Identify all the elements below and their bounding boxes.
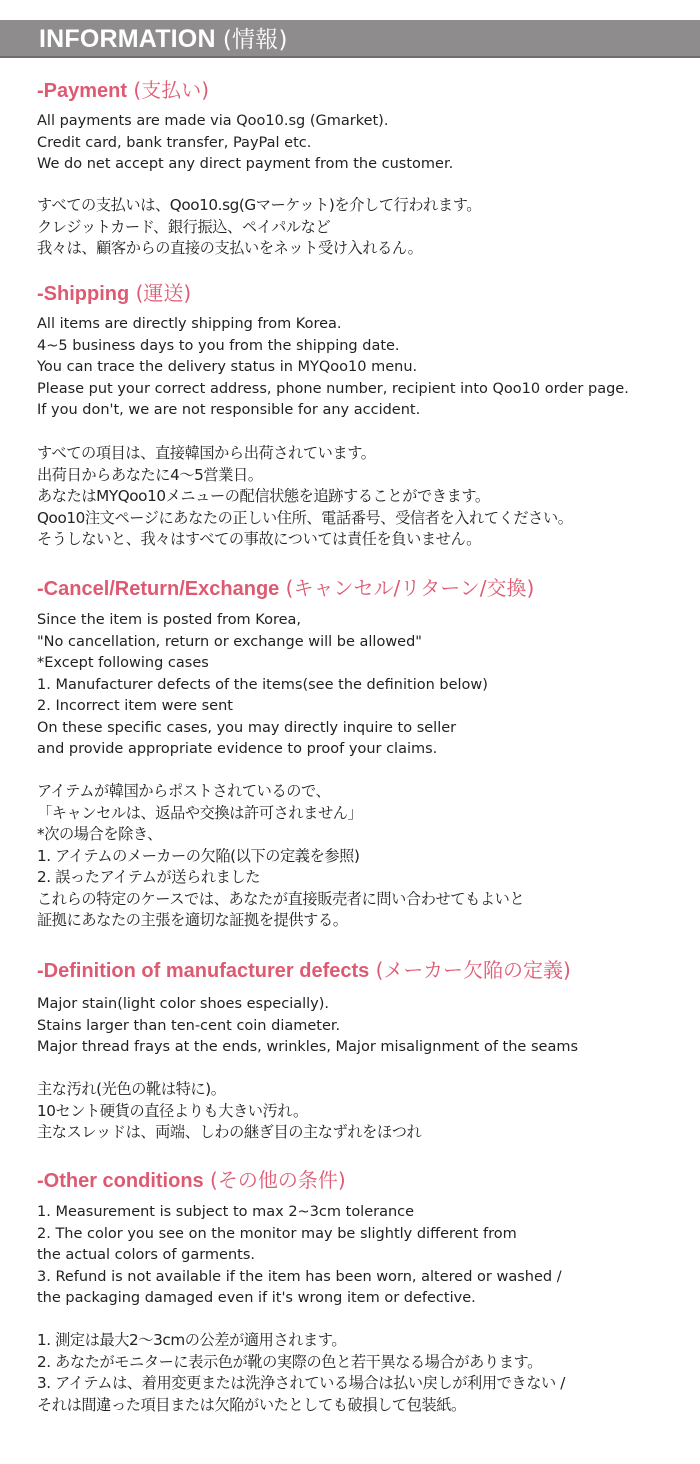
text-line: すべての項目は、直接韓国から出荷されています。	[37, 444, 376, 462]
shipping-title	[37, 280, 191, 307]
cancel-return-exchange-title	[37, 575, 534, 602]
text-line: Please put your correct address, phone number, recipient into Qoo10 order page.	[37, 380, 629, 397]
text-line: クレジットカード、銀行振込、ペイパルなど	[37, 217, 331, 236]
information-title	[39, 22, 288, 57]
text-line: Stains larger than ten-cent coin diameter.	[37, 1017, 341, 1034]
text-line: *Except following cases	[37, 655, 209, 671]
text-line: 3. Refund is not available if the item has been worn, altered or washed /	[37, 1268, 562, 1285]
text-line: Since the item is posted from Korea,	[37, 612, 302, 628]
defects-jp-text	[37, 1079, 421, 1144]
information-title-en: INFORMATION	[39, 25, 216, 53]
defects-en-text	[37, 994, 578, 1059]
cancel-title-jp: (キャンセル/リターン/交換)	[285, 576, 535, 600]
text-line: 2. あなたがモニターに表示色が靴の実際の色と若干異なる場合があります。	[37, 1352, 542, 1371]
text-line: "No cancellation, return or exchange will be allowed"	[37, 633, 422, 650]
text-line: You can trace the delivery status in MYQoo10 menu.	[37, 359, 418, 375]
text-line: All items are directly shipping from Korea.	[37, 316, 342, 332]
other-conditions-title	[37, 1167, 346, 1194]
text-line: あなたはMYQoo10メニューの配信状態を追跡することができます。	[37, 487, 490, 505]
text-line: これらの特定のケースでは、あなたが直接販売者に問い合わせてもよいと	[37, 889, 525, 908]
payment-title	[37, 77, 209, 104]
other-jp-text	[37, 1330, 565, 1416]
text-line: 主な汚れ(光色の靴は特に)。	[37, 1080, 226, 1098]
text-line: Major thread frays at the ends, wrinkles, Major misalignment of the seams	[37, 1039, 579, 1055]
text-line: 10セント硬貨の直径よりも大きい汚れ。	[37, 1101, 308, 1120]
text-line: *次の場合を除き、	[37, 825, 162, 843]
other-en-text	[37, 1202, 562, 1310]
text-line: Credit card, bank transfer, PayPal etc.	[37, 134, 312, 151]
text-line: Major stain(light color shoes especially).	[37, 996, 330, 1012]
text-line: On these specific cases, you may directly inquire to seller	[37, 719, 457, 736]
text-line: 2. The color you see on the monitor may be slightly different from	[37, 1225, 517, 1242]
text-line: 主なスレッドは、両端、しわの継ぎ目の主なずれをほつれ	[37, 1123, 422, 1141]
cancel-en-text	[37, 610, 488, 761]
text-line: 「キャンセルは、返品や交換は許可されません」	[37, 803, 363, 822]
shipping-jp-text	[37, 443, 573, 551]
information-header	[0, 20, 700, 58]
text-line: Qoo10注文ページにあなたの正しい住所、電話番号、受信者を入れてください。	[37, 508, 573, 527]
payment-en-text	[37, 111, 453, 176]
defects-title-en: -Definition of manufacturer defects	[37, 960, 370, 982]
text-line: 出荷日からあなたに4〜5営業日。	[37, 465, 263, 484]
shipping-title-jp: (運送)	[135, 281, 192, 305]
payment-title-jp: (支払い)	[133, 78, 209, 102]
information-title-jp: (情報)	[222, 27, 288, 53]
defects-definition-title	[37, 957, 571, 984]
text-line: the packaging damaged even if it's wrong item or defective.	[37, 1290, 476, 1306]
cancel-jp-text	[37, 781, 524, 932]
text-line: 2. 誤ったアイテムが送られました	[37, 868, 261, 886]
shipping-title-en: -Shipping	[37, 283, 130, 305]
text-line: 3. アイテムは、着用変更または洗浄されている場合は払い戻しが利用できない /	[37, 1374, 565, 1392]
text-line: 1. Measurement is subject to max 2~3cm tolerance	[37, 1204, 415, 1220]
defects-title-jp: (メーカー欠陥の定義)	[375, 958, 571, 982]
text-line: 1. アイテムのメーカーの欠陥(以下の定義を参照)	[37, 846, 360, 865]
text-line: the actual colors of garments.	[37, 1247, 255, 1263]
text-line: 4~5 business days to you from the shipping date.	[37, 337, 400, 354]
text-line: そうしないと、我々はすべての事故については責任を負いません。	[37, 530, 481, 548]
text-line: すべての支払いは、Qoo10.sg(Gマーケット)を介して行われます。	[37, 196, 482, 214]
text-line: それは間違った項目または欠陥がいたとしても破損して包装紙。	[37, 1395, 466, 1414]
text-line: and provide appropriate evidence to proof your claims.	[37, 741, 438, 757]
text-line: 2. Incorrect item were sent	[37, 698, 233, 714]
text-line: アイテムが韓国からポストされているので、	[37, 782, 331, 800]
payment-jp-text	[37, 195, 481, 260]
payment-title-en: -Payment	[37, 80, 128, 102]
text-line: All payments are made via Qoo10.sg (Gmarket).	[37, 113, 389, 129]
cancel-title-en: -Cancel/Return/Exchange	[37, 578, 280, 600]
shipping-en-text	[37, 314, 629, 422]
text-line: 1. Manufacturer defects of the items(see the definition below)	[37, 676, 488, 693]
other-title-jp: (その他の条件)	[210, 1168, 346, 1192]
text-line: We do net accept any direct payment from the customer.	[37, 156, 454, 172]
other-title-en: -Other conditions	[37, 1170, 204, 1192]
text-line: If you don't, we are not responsible for any accident.	[37, 402, 421, 418]
text-line: 証拠にあなたの主張を適切な証拠を提供する。	[37, 911, 348, 929]
text-line: 我々は、顧客からの直接の支払いをネット受け入れるん。	[37, 239, 423, 257]
text-line: 1. 測定は最大2〜3cmの公差が適用されます。	[37, 1331, 347, 1349]
